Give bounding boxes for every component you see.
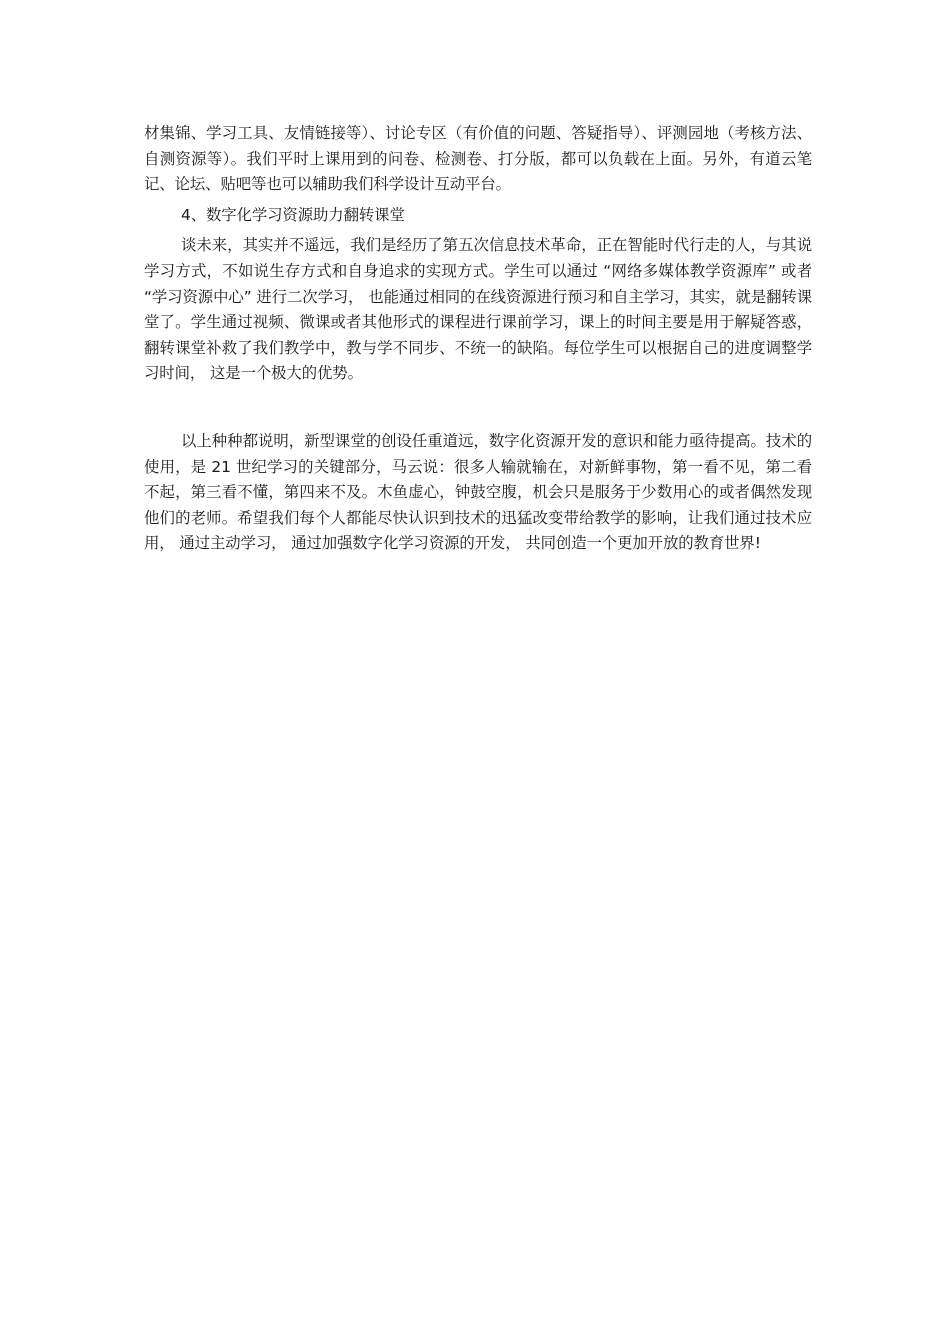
section-heading-flipped-classroom: 4、数字化学习资源助力翻转课堂 (181, 205, 405, 224)
paragraph-spacer (144, 387, 812, 429)
paragraph-resource-platform: 材集锦、学习工具、友情链接等）、讨论专区（有价值的问题、答疑指导）、评测园地（考核方法、自测资源等）。我们平时上课用到的问卷、检测卷、打分版，都可以负载在上面。另外，有道云笔记、论坛、贴吧等也可以辅助我们科学设计互动平台。 (144, 124, 812, 194)
document-body (144, 121, 812, 557)
paragraph-conclusion: 以上种种都说明，新型课堂的创设任重道远，数字化资源开发的意识和能力亟待提高。技术的使用，是 21 世纪学习的关键部分，马云说：很多人输就输在，对新鲜事物，第一看不见，第二看不起，第三看不懂，第四来不及。木鱼虚心，钟鼓空腹，机会只是服务于少数用心的或者偶然发现他们的老师。希望我们每个人都能尽快认识到技术的迅猛改变带给教学的影响，让我们通过技术应用， 通过主动学习， 通过加强数字化学习资源的开发， 共同创造一个更加开放的教育世界! (144, 431, 812, 553)
paragraph-future-learning: 谈未来，其实并不遥远，我们是经历了第五次信息技术革命，正在智能时代行走的人，与其说学习方式，不如说生存方式和自身追求的实现方式。学生可以通过 “网络多媒体教学资源库” 或者 “学习资源中心” 进行二次学习， 也能通过相同的在线资源进行预习和自主学习，其实，就是翻转课堂了。学生通过视频、微课或者其他形式的课程进行课前学习，课上的时间主要是用于解疑答惑，翻转课堂补救了我们教学中，教与学不同步、不统一的缺陷。每位学生可以根据自己的进度调整学习时间， 这是一个极大的优势。 (144, 236, 812, 383)
